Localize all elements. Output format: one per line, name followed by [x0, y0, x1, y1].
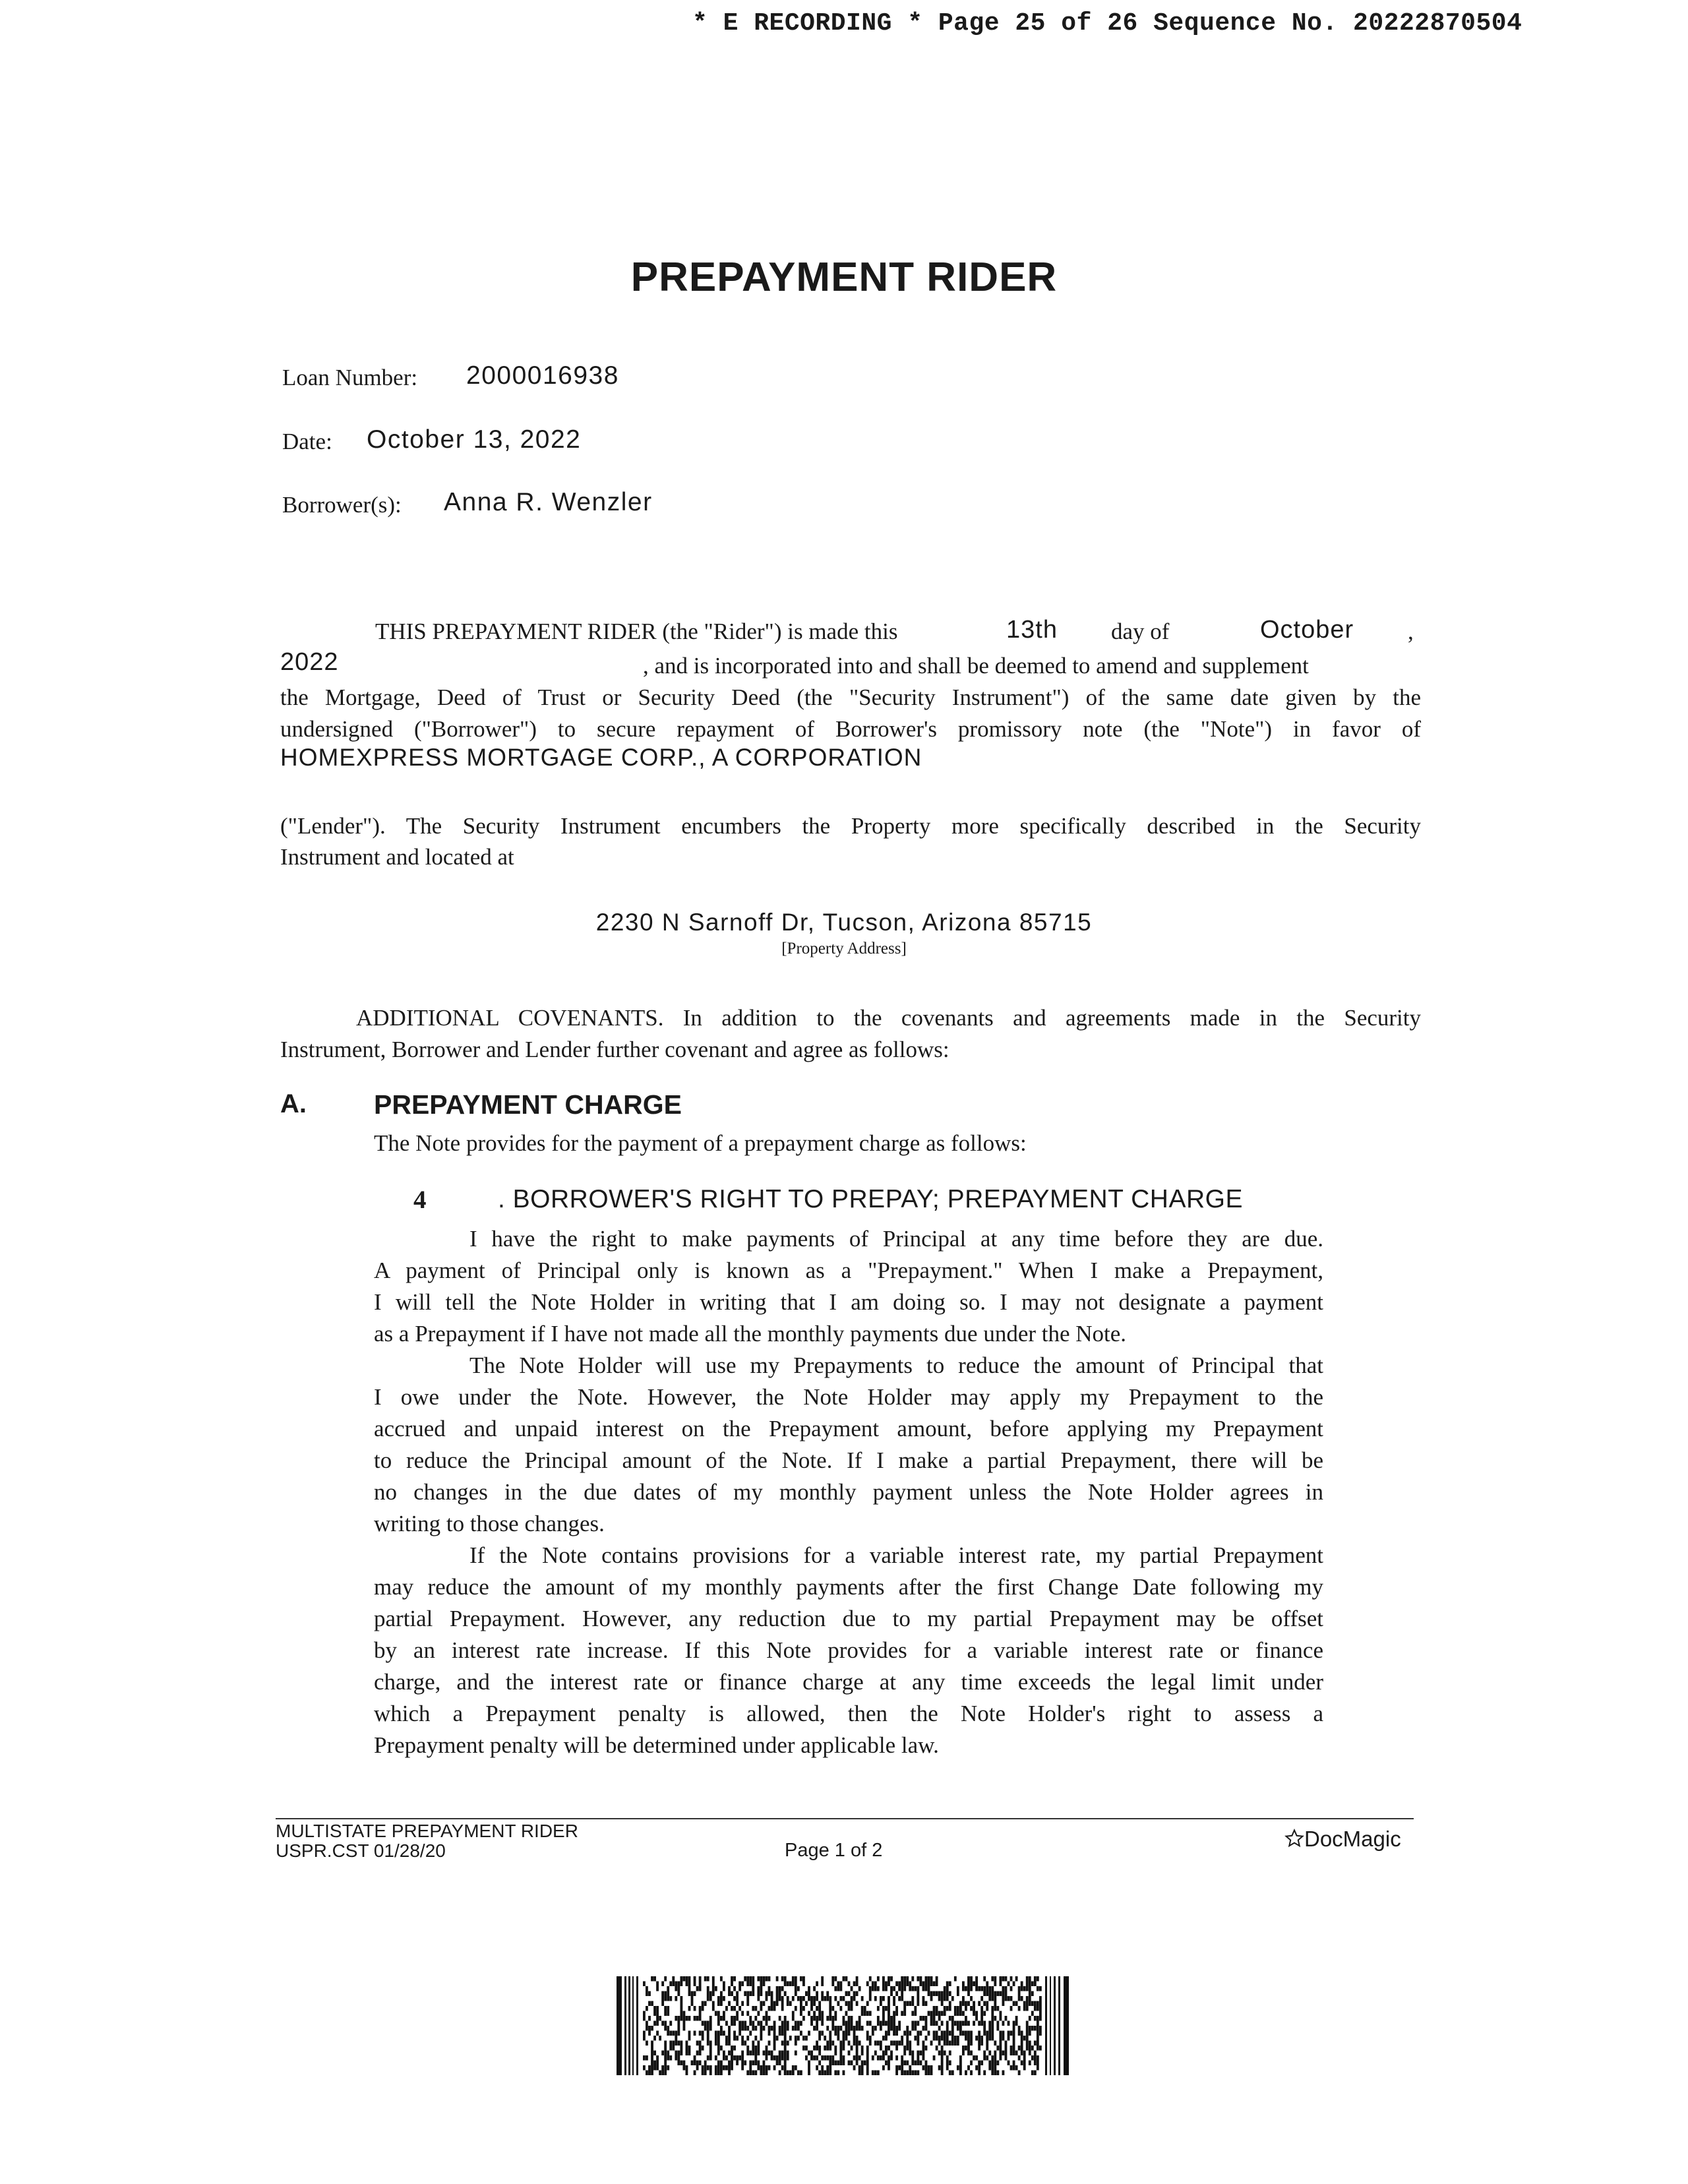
section-a-letter: A.: [280, 1089, 307, 1118]
intro-month: October: [1260, 616, 1354, 644]
loan-number-value: 2000016938: [466, 361, 619, 390]
footer-form-info: [276, 1821, 578, 1861]
intro-line-2: , and is incorporated into and shall be deemed to amend and supplement: [643, 653, 1309, 679]
lender-name: HOMEXPRESS MORTGAGE CORP., A CORPORATION: [280, 744, 922, 771]
date-label: Date:: [282, 429, 332, 454]
p3-line-7: Prepayment penalty will be determined under applicable law.: [374, 1732, 939, 1758]
p3-line-5: charge, and the interest rate or finance charge at any time exceeds the legal limit under: [374, 1669, 1323, 1695]
intro-year: 2022: [280, 648, 339, 676]
p3-line-3: partial Prepayment. However, any reduction due to my partial Prepayment may be offset: [374, 1606, 1323, 1631]
p2-line-6: writing to those changes.: [374, 1511, 605, 1536]
intro-day-of: day of: [1111, 619, 1170, 644]
p2-line-4: to reduce the Principal amount of the Note. If I make a partial Prepayment, there will be: [374, 1447, 1323, 1473]
p3-line-1: If the Note contains provisions for a variable interest rate, my partial Prepayment: [469, 1542, 1323, 1568]
p1-line-2: A payment of Principal only is known as a "Prepayment." When I make a Prepayment,: [374, 1258, 1323, 1283]
p1-line-4: as a Prepayment if I have not made all the monthly payments due under the Note.: [374, 1321, 1127, 1347]
footer-brand: [1284, 1827, 1401, 1852]
intro-line-3: the Mortgage, Deed of Trust or Security Deed (the "Security Instrument") of the same date given by the: [280, 684, 1421, 710]
footer-form-code: USPR.CST 01/28/20: [276, 1840, 446, 1861]
borrowers-value: Anna R. Wenzler: [444, 488, 653, 516]
star-outline-icon: [1284, 1829, 1304, 1848]
intro-line-4: undersigned ("Borrower") to secure repayment of Borrower's promissory note (the "Note") in favor of: [280, 716, 1421, 742]
footer-form-name: MULTISTATE PREPAYMENT RIDER: [276, 1821, 578, 1841]
p3-line-4: by an interest rate increase. If this Note provides for a variable interest rate or finance: [374, 1637, 1323, 1663]
p3-line-2: may reduce the amount of my monthly payments after the first Change Date following my: [374, 1574, 1323, 1600]
p1-line-1: I have the right to make payments of Principal at any time before they are due.: [469, 1226, 1323, 1252]
barcode-icon: [617, 1976, 1071, 2075]
intro-lead: THIS PREPAYMENT RIDER (the "Rider") is made this: [375, 619, 898, 644]
intro-day: 13th: [1006, 616, 1058, 644]
section-a-title: PREPAYMENT CHARGE: [374, 1089, 682, 1120]
date-value: October 13, 2022: [367, 425, 582, 454]
covenants-line-2: Instrument, Borrower and Lender further covenant and agree as follows:: [280, 1037, 950, 1062]
footer-rule: [276, 1818, 1414, 1819]
document-title: PREPAYMENT RIDER: [630, 255, 1058, 300]
p2-line-2: I owe under the Note. However, the Note Holder may apply my Prepayment to the: [374, 1384, 1323, 1410]
property-address: 2230 N Sarnoff Dr, Tucson, Arizona 85715: [595, 909, 1093, 936]
loan-number-label: Loan Number:: [282, 365, 418, 390]
intro-line-7: Instrument and located at: [280, 844, 514, 870]
intro-comma: ,: [1408, 619, 1414, 644]
borrowers-label: Borrower(s):: [282, 492, 402, 518]
p2-line-3: accrued and unpaid interest on the Prepayment amount, before applying my Prepayment: [374, 1416, 1323, 1441]
covenants-line-1: ADDITIONAL COVENANTS. In addition to the covenants and agreements made in the Security: [356, 1005, 1421, 1031]
property-address-caption: [Property Address]: [781, 940, 907, 957]
p3-line-6: which a Prepayment penalty is allowed, then the Note Holder's right to assess a: [374, 1701, 1323, 1726]
p2-line-1: The Note Holder will use my Prepayments to reduce the amount of Principal that: [469, 1352, 1323, 1378]
subsection-title: . BORROWER'S RIGHT TO PREPAY; PREPAYMENT CHARGE: [498, 1185, 1243, 1213]
p2-line-5: no changes in the due dates of my monthly payment unless the Note Holder agrees in: [374, 1479, 1323, 1505]
section-a-intro: The Note provides for the payment of a prepayment charge as follows:: [374, 1130, 1027, 1156]
footer-brand-name: DocMagic: [1304, 1827, 1401, 1851]
subsection-number: 4: [413, 1186, 427, 1214]
footer-page-number: Page 1 of 2: [785, 1840, 883, 1861]
p1-line-3: I will tell the Note Holder in writing that I am doing so. I may not designate a payment: [374, 1289, 1323, 1315]
recording-header: * E RECORDING * Page 25 of 26 Sequence No. 20222870504: [692, 9, 1522, 38]
intro-line-6: ("Lender"). The Security Instrument encumbers the Property more specifically described in the Security: [280, 813, 1421, 839]
